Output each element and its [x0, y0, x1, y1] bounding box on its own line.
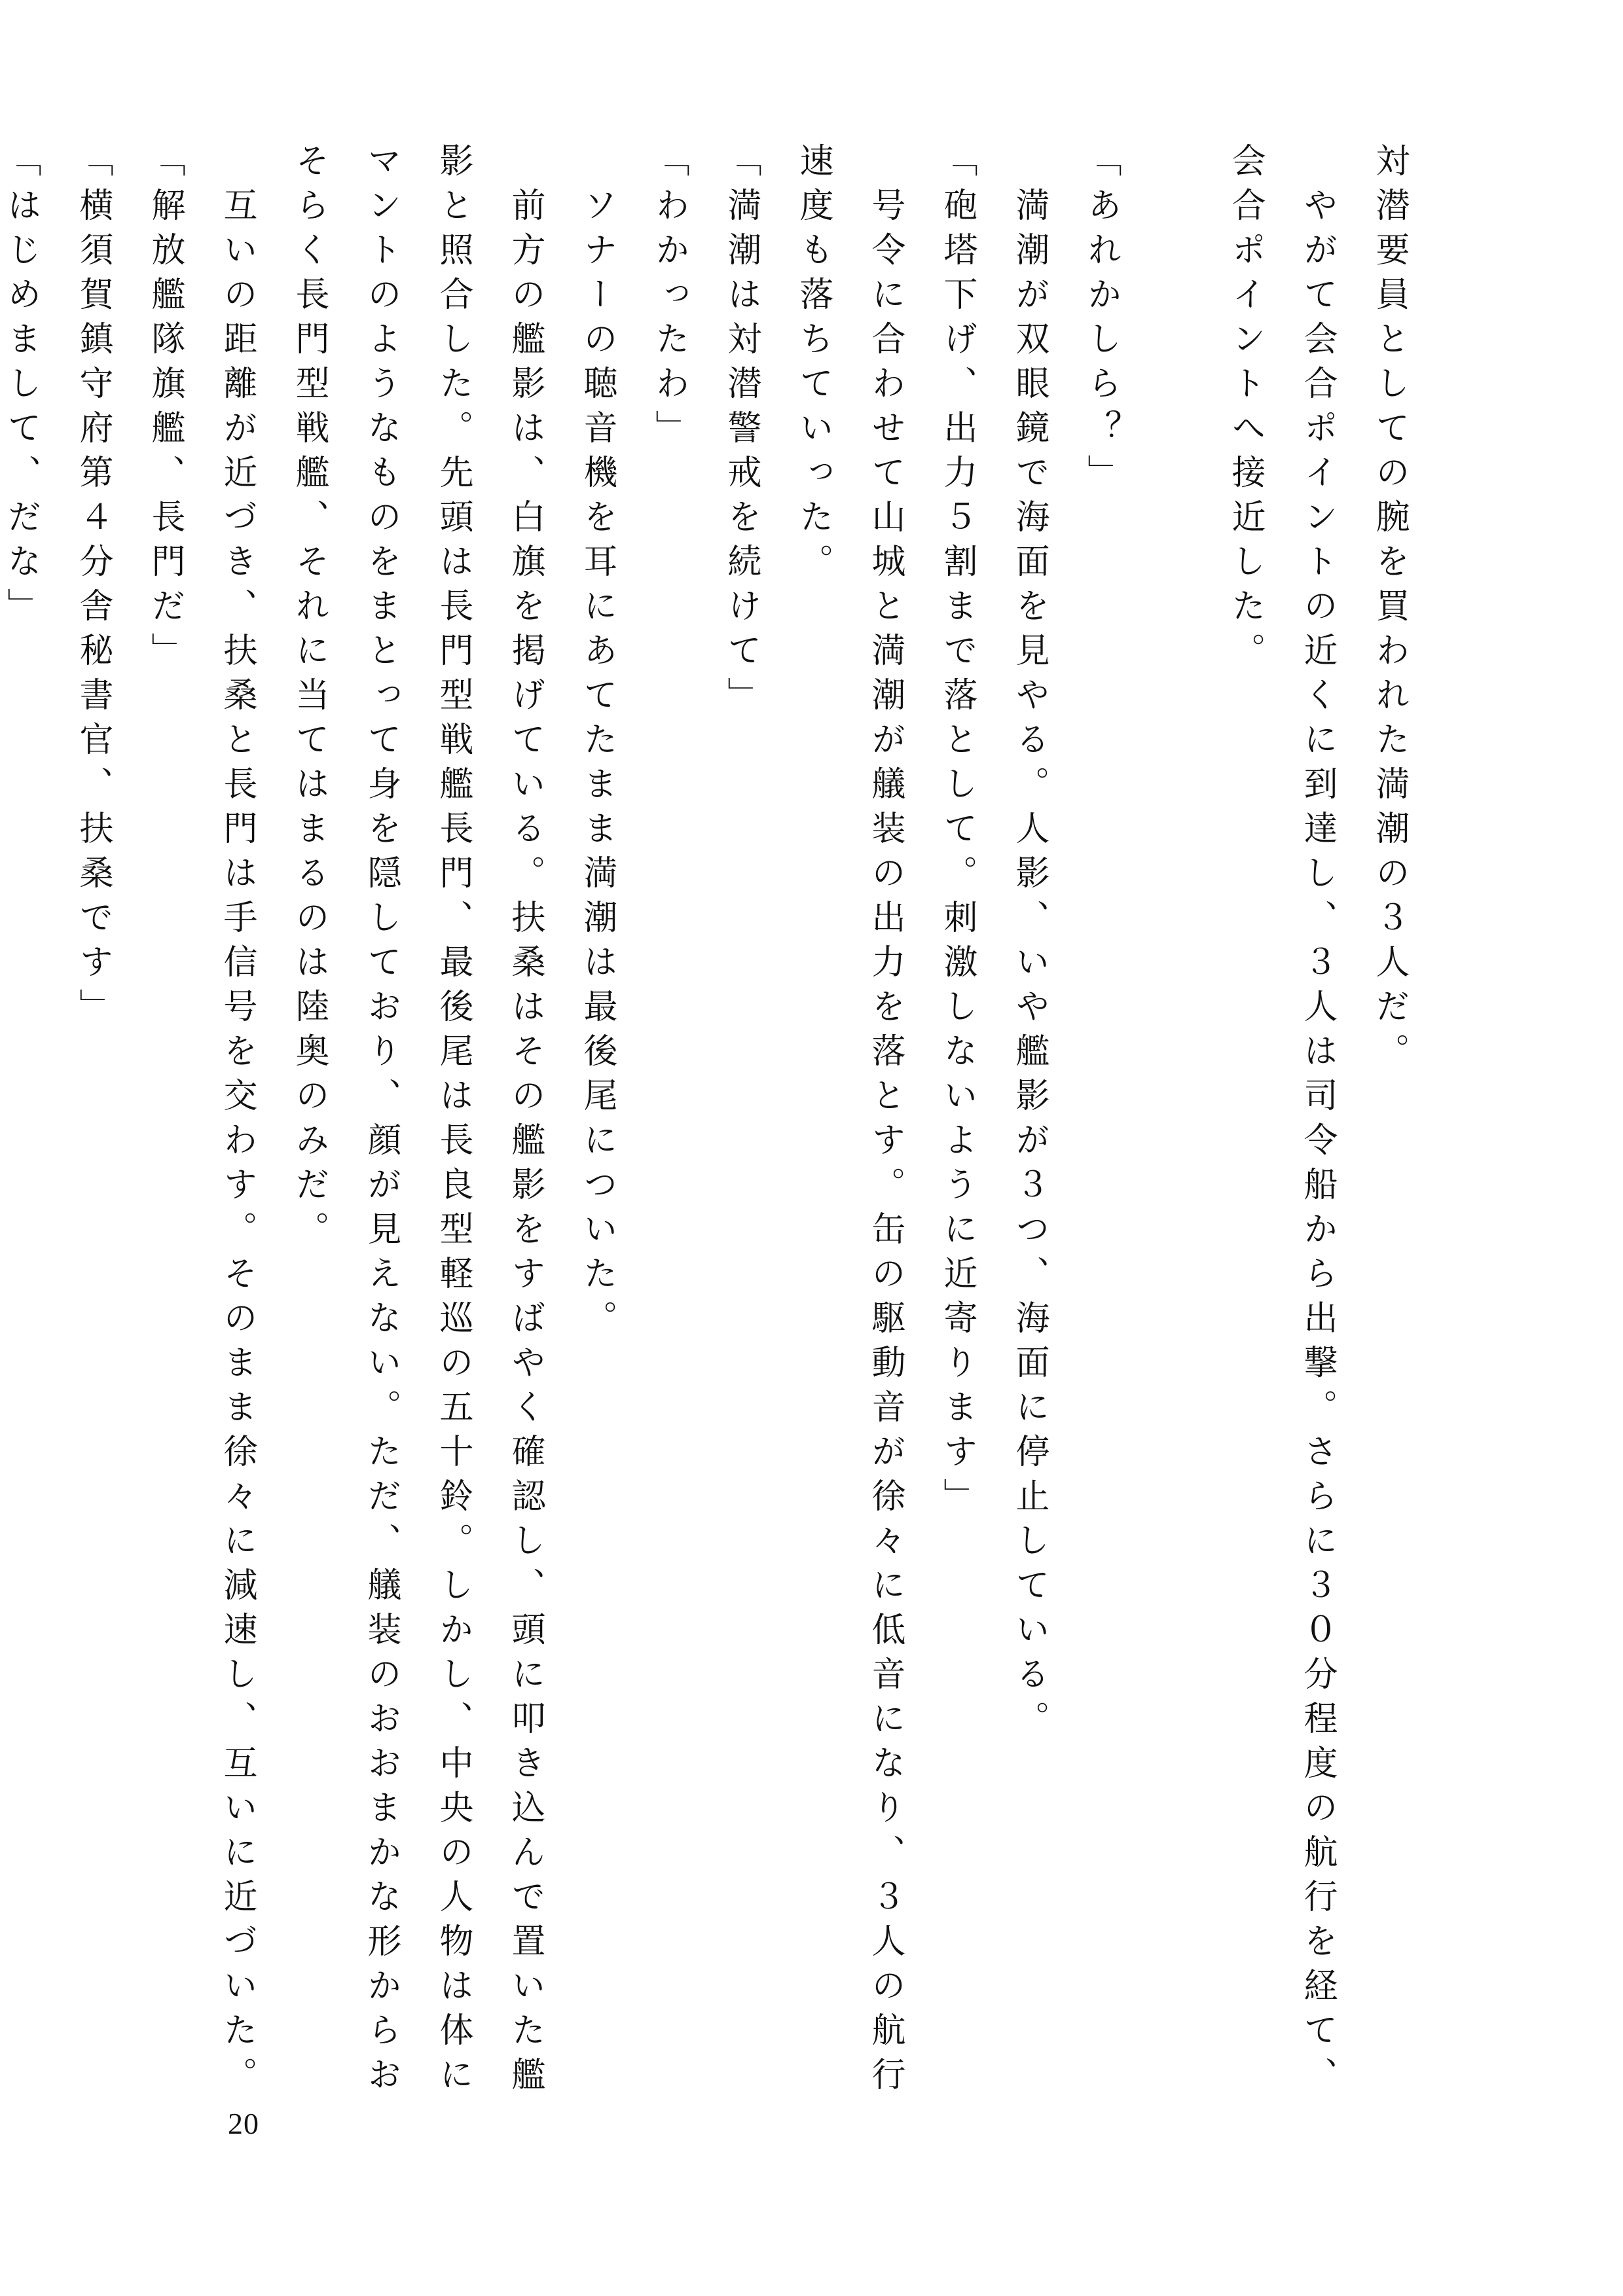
text-line: 「あれかしら？」: [1082, 143, 1121, 499]
text-line: 前方の艦影は、白旗を掲げている。扶桑はその艦影をすばやく確認し、頭に叩き込んで置いた艦: [505, 143, 545, 2101]
text-line: 満潮が双眼鏡で海面を見やる。人影、いや艦影が３つ、海面に停止している。: [1010, 143, 1049, 1745]
page-number: 20: [228, 2107, 259, 2140]
text-line: 「横須賀鎮守府第４分舎秘書官、扶桑です」: [73, 143, 113, 1033]
text-line: 「はじめまして、だな」: [1, 143, 41, 632]
blank-line: [1137, 143, 1209, 2104]
text-line: 「満潮は対潜警戒を続けて」: [721, 143, 761, 721]
text-line: 号令に合わせて山城と満潮が艤装の出力を落とす。缶の駆動音が徐々に低音になり、３人の航行: [866, 143, 905, 2101]
vertical-text-body: [1, 143, 1425, 2104]
text-line: 影と照合した。先頭は長門型戦艦長門、最後尾は長良型軽巡の五十鈴。しかし、中央の人物は体に: [433, 143, 473, 2101]
text-line: やがて会合ポイントの近くに到達し、３人は司令船から出撃。さらに３０分程度の航行を経て、: [1298, 143, 1337, 2101]
text-line: 「わかったわ」: [649, 143, 689, 454]
text-line: 互いの距離が近づき、扶桑と長門は手信号を交わす。そのまま徐々に減速し、互いに近づいた。: [217, 143, 257, 2101]
text-line: ソナーの聴音機を耳にあてたまま満潮は最後尾についた。: [577, 143, 617, 1344]
text-line: 会合ポイントへ接近した。: [1226, 143, 1265, 677]
text-line: そらく長門型戦艦、それに当てはまるのは陸奥のみだ。: [289, 143, 329, 1255]
text-line: マントのようなものをまとって身を隠しており、顔が見えない。ただ、艤装のおおまかな形からお: [361, 143, 401, 2101]
text-line: 対潜要員としての腕を買われた満潮の３人だ。: [1370, 143, 1409, 1077]
text-line: 「解放艦隊旗艦、長門だ」: [145, 143, 185, 677]
text-line: 「砲塔下げ、出力５割まで落として。刺激しないように近寄ります」: [938, 143, 977, 1522]
text-line: 速度も落ちていった。: [793, 143, 833, 588]
